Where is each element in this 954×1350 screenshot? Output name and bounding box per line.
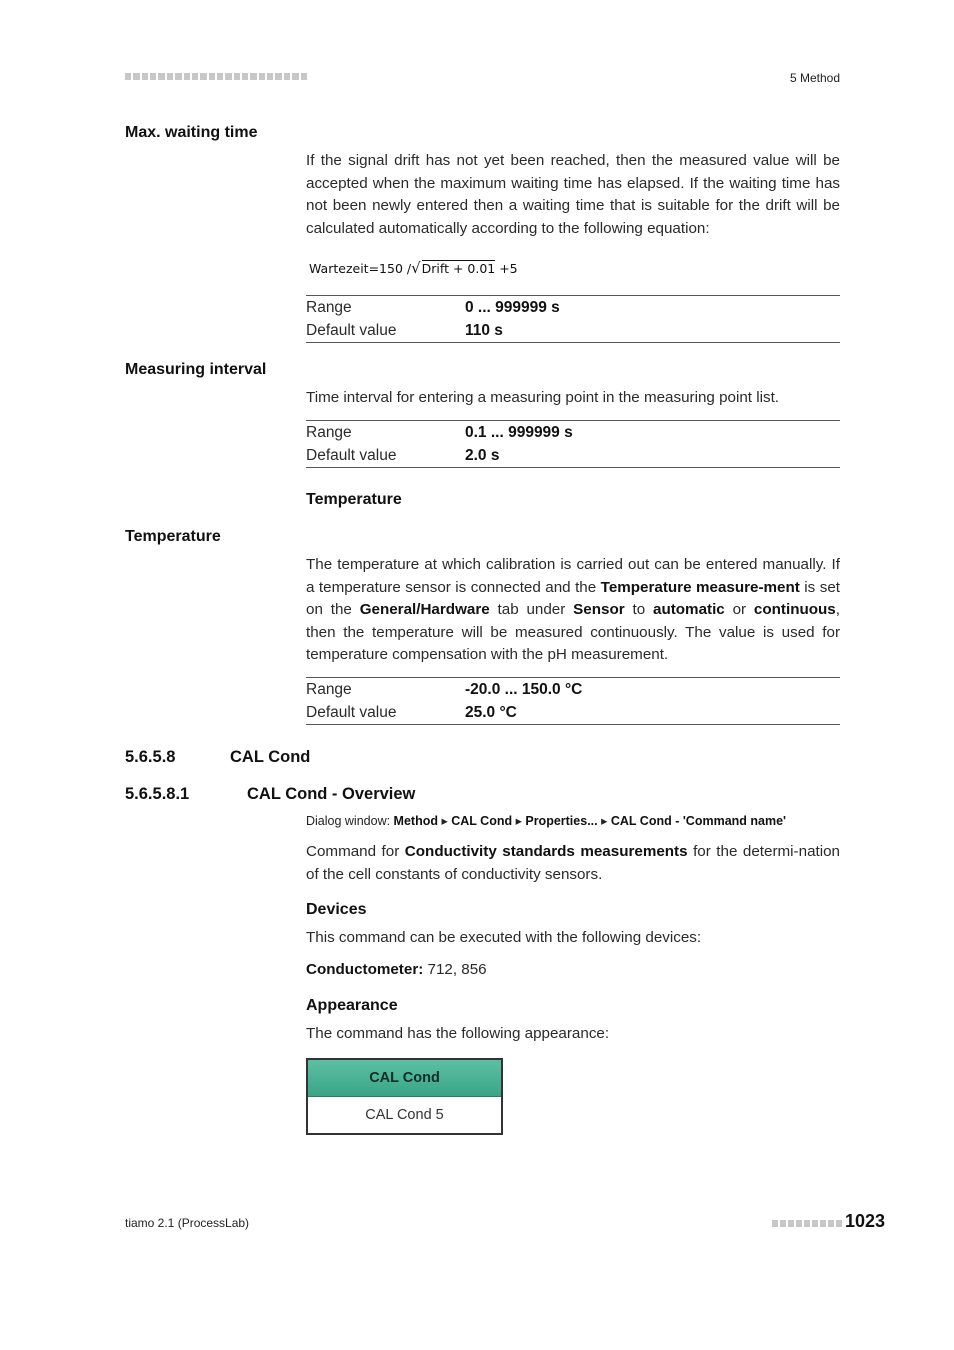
measuring-interval-description: Time interval for entering a measuring point in the measuring point list. (306, 389, 780, 406)
section-number-overview: 5.6.5.8.1 (125, 785, 190, 803)
param-measuring-interval: Measuring interval (125, 361, 267, 378)
header-decoration (125, 72, 307, 81)
range-value: 0 ... 999999 s (465, 299, 560, 316)
arrow-icon: ▸ (515, 814, 522, 828)
footer-decoration (772, 1219, 842, 1228)
section-title-cal-cond: CAL Cond (230, 748, 311, 766)
footer-product: tiamo 2.1 (ProcessLab) (125, 1216, 250, 1230)
device-list: Conductometer: 712, 856 (306, 961, 487, 978)
arrow-icon: ▸ (601, 814, 608, 828)
default-label: Default value (306, 447, 397, 464)
temperature-description: The temperature at which calibration is carried out can be entered manually. If a temperature sensor is connected and the Temperature measure-ment is set on the General/Hardware tab under Sensor to automatic or continuous, then the temperature will be measured continuously. The value is used for temperature compensation with the pH measurement. (306, 556, 840, 663)
waiting-time-formula: Wartezeit=150 /√Drift + 0.01 +5 (309, 259, 518, 277)
range-label: Range (306, 681, 352, 698)
dialog-window-path: Dialog window: Method ▸ CAL Cond ▸ Properties... ▸ CAL Cond - 'Command name' (306, 814, 787, 828)
devices-description: This command can be executed with the following devices: (306, 929, 702, 946)
range-label: Range (306, 299, 352, 316)
param-temperature: Temperature (125, 528, 221, 545)
default-label: Default value (306, 322, 397, 339)
default-value: 25.0 °C (465, 704, 517, 721)
command-description: Command for Conductivity standards measurements for the determi-nation of the cell constants of conductivity sensors. (306, 843, 840, 883)
range-label: Range (306, 424, 352, 441)
appearance-heading: Appearance (306, 997, 398, 1014)
command-appearance-box (306, 1058, 503, 1135)
max-waiting-description: If the signal drift has not yet been reached, then the measured value will be accepted when the maximum waiting time has elapsed. If the waiting time has not been newly entered then a waiting time that is suitable for the drift will be calculated automatically according to the following equation: (306, 152, 840, 237)
command-box-name: CAL Cond 5 (365, 1107, 444, 1123)
command-box-title: CAL Cond (308, 1060, 501, 1097)
temperature-value-table (306, 677, 840, 725)
appearance-description: The command has the following appearance: (306, 1025, 610, 1042)
default-value: 2.0 s (465, 447, 500, 464)
range-value: 0.1 ... 999999 s (465, 424, 573, 441)
default-value: 110 s (465, 322, 503, 339)
range-value: -20.0 ... 150.0 °C (465, 681, 583, 698)
arrow-icon: ▸ (441, 814, 448, 828)
default-label: Default value (306, 704, 397, 721)
max-waiting-value-table (306, 295, 840, 343)
section-number-cal-cond: 5.6.5.8 (125, 748, 176, 766)
temperature-group-heading: Temperature (306, 491, 402, 508)
devices-heading: Devices (306, 901, 367, 918)
page-number: 1023 (845, 1211, 886, 1231)
measuring-interval-value-table (306, 420, 840, 468)
param-max-waiting-time: Max. waiting time (125, 124, 258, 141)
section-title-overview: CAL Cond - Overview (247, 785, 416, 803)
header-section: 5 Method (789, 71, 840, 85)
